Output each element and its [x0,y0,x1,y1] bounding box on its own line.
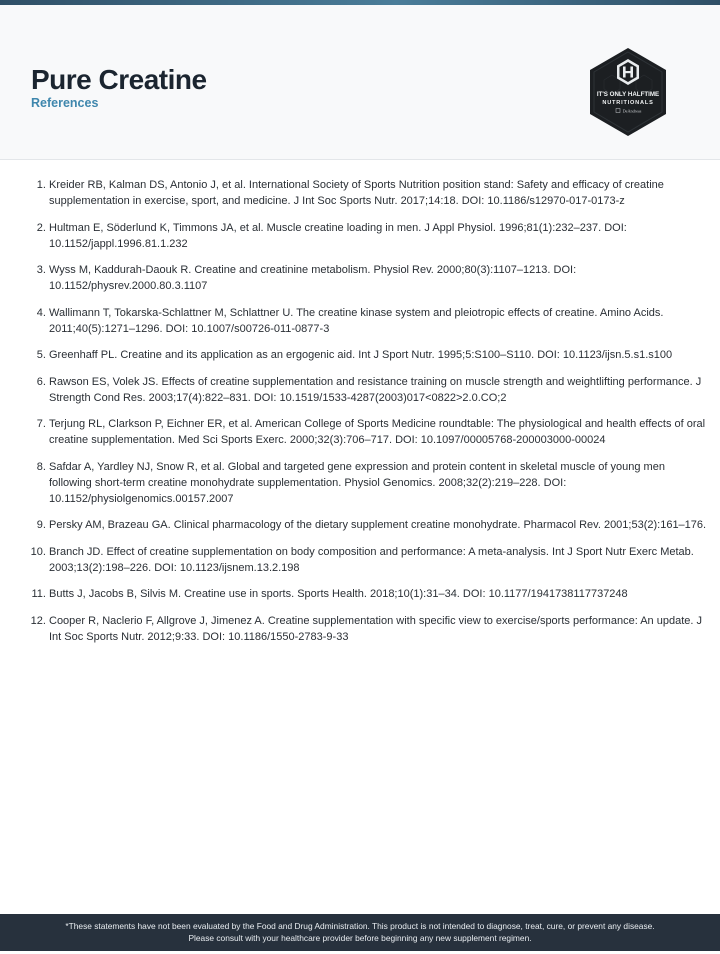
reference-item: 10. Branch JD. Effect of creatine supplementation on body composition and performance: A meta-analysis. Int J Sport Nutr Exerc Metab. 2003;13(2):198–226. DOI: 10.1123/ijsnem.13.2.198 [49,544,709,576]
page-header [0,5,720,160]
logo-tagline-line2: NUTRITIONALS [602,100,654,106]
reference-item: 11. Butts J, Jacobs B, Silvis M. Creatine use in sports. Sports Health. 2018;10(1):31–34. DOI: 10.1177/1941738117737248 [49,586,709,602]
reference-item: 7. Terjung RL, Clarkson P, Eichner ER, et al. American College of Sports Medicine roundtable: The physiological and health effects of oral creatine supplementation. Med Sci Sports Exerc. 2000;32(3):706–717. DOI: 10.1097/00005768-200003000-00024 [49,416,709,448]
logo-brand: DeAndreas [622,108,642,114]
reference-item: 6. Rawson ES, Volek JS. Effects of creatine supplementation and resistance training on muscle strength and weightlifting performance. J Strength Cond Res. 2003;17(4):822–831. DOI: 10.1519/1533-4287(2003)017<0822>2.0.CO;2 [49,374,709,406]
reference-item: 5. Greenhaff PL. Creatine and its application as an ergogenic aid. Int J Sport Nutr. 1995;5:S100–S110. DOI: 10.1123/ijsn.5.s1.s100 [49,347,709,363]
reference-item: 8. Safdar A, Yardley NJ, Snow R, et al. Global and targeted gene expression and protein content in skeletal muscle of young men following short-term creatine monohydrate supplementation. Physiol Genomics. 2008;32(2):219–228. DOI: 10.1152/physiolgenomics.00157.2007 [49,459,709,507]
reference-item: 1. Kreider RB, Kalman DS, Antonio J, et al. International Society of Sports Nutrition position stand: Safety and efficacy of creatine supplementation in exercise, sport, and medicine. J Int Soc Sports Nutr. 2017;14:18. DOI: 10.1186/s12970-017-0173-z [49,177,709,209]
page-title: Pure Creatine [31,64,207,95]
disclaimer-line-2: Please consult with your healthcare provider before beginning any new supplement regimen. [188,933,532,943]
reference-item: 12. Cooper R, Naclerio F, Allgrove J, Jimenez A. Creatine supplementation with specific view to exercise/sports performance: An update. J Int Soc Sports Nutr. 2012;9:33. DOI: 10.1186/1550-2783-9-33 [49,613,709,645]
disclaimer-line-1: *These statements have not been evaluated by the Food and Drug Administration. This product is not intended to diagnose, treat, cure, or prevent any disease. [65,921,655,931]
reference-item: 3. Wyss M, Kaddurah-Daouk R. Creatine and creatinine metabolism. Physiol Rev. 2000;80(3):1107–1213. DOI: 10.1152/physrev.2000.80.3.1107 [49,262,709,294]
reference-item: 9. Persky AM, Brazeau GA. Clinical pharmacology of the dietary supplement creatine monohydrate. Pharmacol Rev. 2001;53(2):161–176. [49,517,709,533]
reference-item: 4. Wallimann T, Tokarska-Schlattner M, Schlattner U. The creatine kinase system and pleiotropic effects of creatine. Amino Acids. 2011;40(5):1271–1296. DOI: 10.1007/s00726-011-0877-3 [49,305,709,337]
references-list [31,177,709,655]
fda-disclaimer-footer [0,914,720,951]
logo-tagline-line1: IT'S ONLY HALFTIME [596,91,660,98]
reference-item: 2. Hultman E, Söderlund K, Timmons JA, et al. Muscle creatine loading in men. J Appl Physiol. 1996;81(1):232–237. DOI: 10.1152/jappl.1996.81.1.232 [49,220,709,252]
halftime-hexagon-logo-icon [588,47,668,137]
page-subtitle: References [31,96,99,110]
